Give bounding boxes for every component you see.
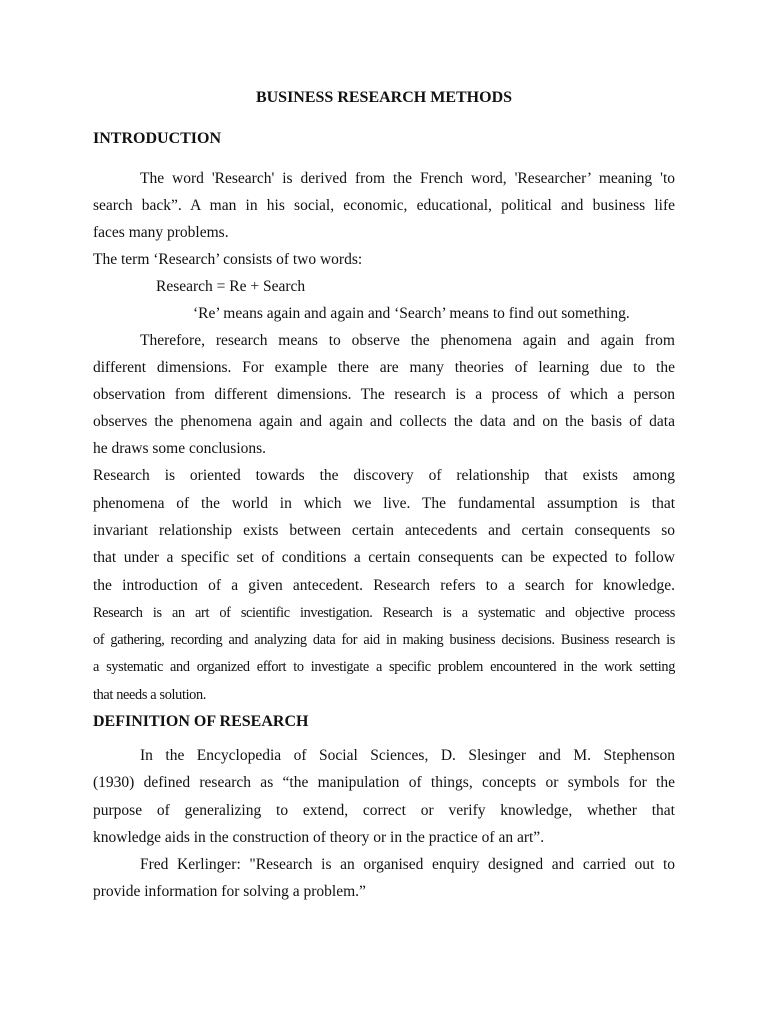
text-line: different dimensions. For example there are many theories of learning due to the [93,359,675,376]
text-line: (1930) defined research as “the manipulation of things, concepts or symbols for the [93,774,675,791]
text-line: Research is an art of scientific investigation. Research is a systematic and objective process [93,605,675,621]
text-line: phenomena of the world in which we live. The fundamental assumption is that [93,495,675,512]
section-heading-introduction: INTRODUCTION [93,130,222,147]
text-line: the introduction of a given antecedent. Research refers to a search for knowledge. [93,577,675,594]
section-heading-definition: DEFINITION OF RESEARCH [93,713,309,730]
text-line: he draws some conclusions. [93,440,267,457]
text-line: In the Encyclopedia of Social Sciences, D. Slesinger and M. Stephenson [140,747,675,764]
text-line: observes the phenomena again and again and collects the data and on the basis of data [93,413,675,430]
text-line: Therefore, research means to observe the phenomena again and again from [140,332,675,349]
text-line: of gathering, recording and analyzing data for aid in making business decisions. Business research is [93,632,675,648]
text-line: Research = Re + Search [156,278,306,295]
text-line: search back”. A man in his social, economic, educational, political and business life [93,197,675,214]
text-line: provide information for solving a problem.” [93,883,366,900]
text-line: purpose of generalizing to extend, correct or verify knowledge, whether that [93,802,675,819]
text-line: a systematic and organized effort to investigate a specific problem encountered in the work setting [93,659,675,675]
text-line: faces many problems. [93,224,229,241]
text-line: The term ‘Research’ consists of two words: [93,251,363,268]
text-line: observation from different dimensions. The research is a process of which a person [93,386,675,403]
text-line: that under a specific set of conditions a certain consequents can be expected to follow [93,549,675,566]
text-line: knowledge aids in the construction of theory or in the practice of an art”. [93,829,545,846]
text-line: that needs a solution. [93,687,207,703]
text-line: ‘Re’ means again and again and ‘Search’ means to find out something. [193,305,630,322]
text-line: Fred Kerlinger: "Research is an organised enquiry designed and carried out to [140,856,675,873]
text-line: invariant relationship exists between certain antecedents and certain consequents so [93,522,675,539]
text-line: The word 'Research' is derived from the French word, 'Researcher’ meaning 'to [140,170,675,187]
page-title: BUSINESS RESEARCH METHODS [255,89,513,106]
text-line: Research is oriented towards the discovery of relationship that exists among [93,467,675,484]
